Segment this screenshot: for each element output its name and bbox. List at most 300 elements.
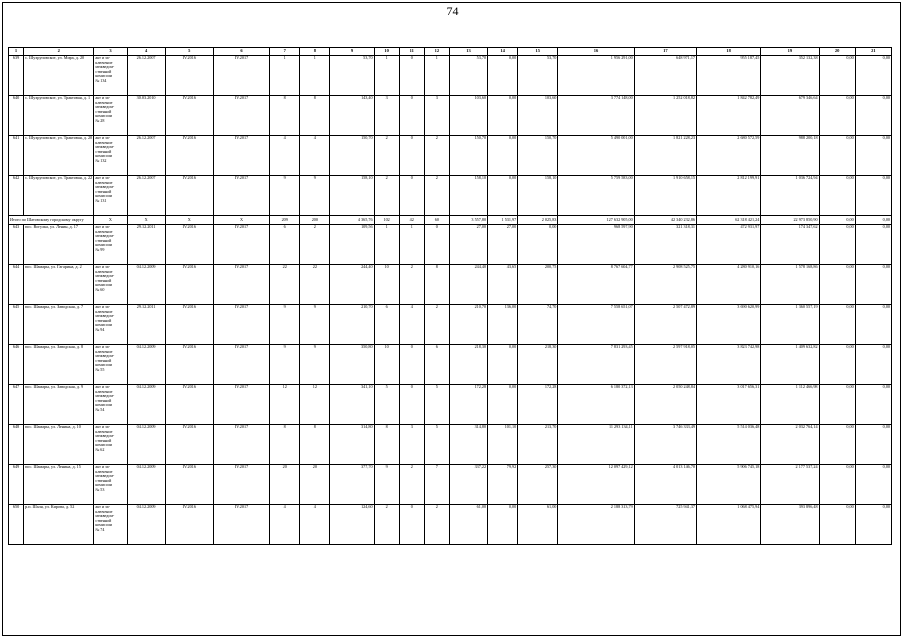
cell-c11: 1 bbox=[399, 225, 424, 265]
cell-document bbox=[94, 225, 127, 265]
cell-doc_date: 04.12.2009 bbox=[127, 505, 165, 545]
cell-c18: 1 842 782,49 bbox=[697, 96, 761, 136]
cell-c8: 8 bbox=[300, 96, 330, 136]
table-row bbox=[9, 225, 892, 265]
cell-document bbox=[94, 96, 127, 136]
document-line: комиссии bbox=[95, 113, 112, 118]
cell-c13: 218,30 bbox=[449, 345, 487, 385]
document-line: межведом- bbox=[95, 433, 115, 438]
total-cell-c18: 62 318 421,24 bbox=[697, 216, 761, 225]
cell-c9: 53,70 bbox=[330, 56, 374, 96]
total-row bbox=[9, 216, 892, 225]
cell-c17: 321 318,31 bbox=[634, 225, 696, 265]
cell-c12: 5 bbox=[424, 385, 449, 425]
document-line: акт и за- bbox=[95, 304, 110, 309]
cell-c19: 1 360 557,19 bbox=[761, 305, 819, 345]
cell-d4: IV.2016 bbox=[165, 505, 213, 545]
cell-c10: 2 bbox=[374, 136, 399, 176]
cell-c18: 3 690 620,99 bbox=[697, 305, 761, 345]
cell-c17: 3 746 333,49 bbox=[634, 425, 696, 465]
cell-c9: 244,40 bbox=[330, 265, 374, 305]
document-line: ственной bbox=[95, 188, 112, 194]
col-num-11: 11 bbox=[399, 48, 424, 56]
cell-c21: 0,00 bbox=[855, 265, 891, 305]
total-cell-x4: X bbox=[127, 216, 165, 225]
cell-d5: IV.2017 bbox=[213, 385, 269, 425]
total-cell-c14: 1 531,97 bbox=[488, 216, 518, 225]
document-line: № 94 bbox=[95, 326, 105, 332]
document-line: ключение bbox=[95, 139, 113, 145]
cell-d4: IV.2016 bbox=[165, 96, 213, 136]
cell-c7: 9 bbox=[270, 345, 300, 385]
table-row bbox=[9, 345, 892, 385]
document-line: межведом- bbox=[95, 393, 115, 398]
cell-address: с. Шухруповское, ул. Трактовая, д. 20 bbox=[24, 136, 94, 176]
document-line: акт и за- bbox=[95, 464, 110, 469]
cell-c12: 2 bbox=[424, 136, 449, 176]
cell-doc_date: 26.12.2007 bbox=[127, 136, 165, 176]
cell-c16: 5 490 001,00 bbox=[558, 136, 634, 176]
cell-c11: 0 bbox=[399, 505, 424, 545]
cell-address: пос. Шамары, ул. Заводская, д. 7 bbox=[24, 305, 94, 345]
col-num-19: 19 bbox=[761, 48, 819, 56]
cell-c20: 0,00 bbox=[819, 225, 855, 265]
cell-d4: IV.2016 bbox=[165, 345, 213, 385]
document-line: ключение bbox=[95, 268, 113, 274]
cell-c19: 1 409 632,82 bbox=[761, 345, 819, 385]
table-row bbox=[9, 505, 892, 545]
col-num-4: 4 bbox=[127, 48, 165, 56]
cell-num: 648 bbox=[9, 425, 24, 465]
cell-c21: 0,00 bbox=[855, 345, 891, 385]
cell-c18: 4 280 910,16 bbox=[697, 265, 761, 305]
cell-c8: 9 bbox=[300, 176, 330, 216]
housing-register-table bbox=[8, 47, 892, 545]
document-line: межведом- bbox=[95, 184, 115, 189]
cell-c10: 10 bbox=[374, 345, 399, 385]
cell-c17: 1 821 228,23 bbox=[634, 136, 696, 176]
cell-num: 646 bbox=[9, 345, 24, 385]
document-line: межведом- bbox=[95, 273, 115, 278]
document-line: акт и за- bbox=[95, 95, 110, 100]
cell-c16: 5 759 583,00 bbox=[558, 176, 634, 216]
cell-c10: 6 bbox=[374, 305, 399, 345]
table-row bbox=[9, 465, 892, 505]
cell-c8: 1 bbox=[300, 56, 330, 96]
cell-c13: 244,40 bbox=[449, 265, 487, 305]
cell-c18: 1 068 475,94 bbox=[697, 505, 761, 545]
cell-c8: 4 bbox=[300, 136, 330, 176]
cell-c8: 9 bbox=[300, 345, 330, 385]
column-number-row bbox=[9, 48, 892, 56]
document-line: № 53 bbox=[95, 486, 105, 492]
cell-d5: IV.2017 bbox=[213, 305, 269, 345]
cell-c7: 6 bbox=[270, 225, 300, 265]
cell-num: 642 bbox=[9, 176, 24, 216]
total-cell-c19: 22 973 850,90 bbox=[761, 216, 819, 225]
document-line: ственной bbox=[95, 357, 112, 363]
cell-c20: 0,00 bbox=[819, 305, 855, 345]
document-line: ключение bbox=[95, 99, 113, 105]
col-num-2: 2 bbox=[24, 48, 94, 56]
col-num-6: 6 bbox=[213, 48, 269, 56]
cell-d4: IV.2016 bbox=[165, 305, 213, 345]
cell-c15: 61,00 bbox=[518, 505, 558, 545]
cell-c19: 988 200,18 bbox=[761, 136, 819, 176]
cell-c8: 4 bbox=[300, 505, 330, 545]
cell-c10: 2 bbox=[374, 176, 399, 216]
total-cell-c20: 0,00 bbox=[819, 216, 855, 225]
cell-doc_date: 29.12.2011 bbox=[127, 225, 165, 265]
cell-c20: 0,00 bbox=[819, 385, 855, 425]
cell-document bbox=[94, 265, 127, 305]
col-num-21: 21 bbox=[855, 48, 891, 56]
cell-c21: 0,00 bbox=[855, 96, 891, 136]
cell-c8: 20 bbox=[300, 465, 330, 505]
cell-c11: 0 bbox=[399, 96, 424, 136]
document-line: акт и за- bbox=[95, 384, 110, 389]
cell-c15: 257,30 bbox=[518, 465, 558, 505]
cell-c20: 0,00 bbox=[819, 265, 855, 305]
cell-c21: 0,00 bbox=[855, 505, 891, 545]
document-line: № 54 bbox=[95, 406, 105, 412]
cell-d4: IV.2016 bbox=[165, 225, 213, 265]
cell-c14: 0,00 bbox=[488, 56, 518, 96]
cell-c8: 8 bbox=[300, 425, 330, 465]
table-row bbox=[9, 385, 892, 425]
cell-c12: 5 bbox=[424, 425, 449, 465]
col-num-1: 1 bbox=[9, 48, 24, 56]
cell-c18: 5 514 036,48 bbox=[697, 425, 761, 465]
table-row bbox=[9, 56, 892, 96]
cell-d4: IV.2016 bbox=[165, 465, 213, 505]
document-line: межведом- bbox=[95, 233, 115, 238]
cell-c13: 314,80 bbox=[449, 425, 487, 465]
cell-c20: 0,00 bbox=[819, 505, 855, 545]
col-num-13: 13 bbox=[449, 48, 487, 56]
document-line: ключение bbox=[95, 428, 113, 434]
cell-num: 643 bbox=[9, 225, 24, 265]
table-row bbox=[9, 96, 892, 136]
cell-c13: 53,70 bbox=[449, 56, 487, 96]
cell-c9: 341,10 bbox=[330, 385, 374, 425]
table-body bbox=[9, 48, 892, 545]
cell-c13: 210,70 bbox=[449, 305, 487, 345]
cell-c15: 74,70 bbox=[518, 305, 558, 345]
document-line: комиссии bbox=[95, 322, 112, 327]
document-line: ственной bbox=[95, 277, 112, 283]
cell-c14: 0,00 bbox=[488, 96, 518, 136]
cell-d5: IV.2017 bbox=[213, 225, 269, 265]
cell-address: пос. Шамары, ул. Ленина, д. 15 bbox=[24, 465, 94, 505]
cell-c8: 12 bbox=[300, 385, 330, 425]
cell-d5: IV.2017 bbox=[213, 425, 269, 465]
cell-c14: 0,00 bbox=[488, 136, 518, 176]
total-cell-c13: 3 557,80 bbox=[449, 216, 487, 225]
col-num-20: 20 bbox=[819, 48, 855, 56]
cell-c16: 12 097 429,12 bbox=[558, 465, 634, 505]
document-line: комиссии bbox=[95, 242, 112, 247]
cell-c11: 0 bbox=[399, 345, 424, 385]
cell-c11: 4 bbox=[399, 305, 424, 345]
cell-c9: 350,80 bbox=[330, 345, 374, 385]
cell-d5: IV.2017 bbox=[213, 56, 269, 96]
document-line: межведом- bbox=[95, 64, 115, 69]
cell-c19: 2 177 537,24 bbox=[761, 465, 819, 505]
cell-address: с. Шухруповское, ул. Мира, д. 20 bbox=[24, 56, 94, 96]
col-num-7: 7 bbox=[270, 48, 300, 56]
col-num-14: 14 bbox=[488, 48, 518, 56]
document-line: ственной bbox=[95, 108, 112, 114]
cell-c15: 218,30 bbox=[518, 345, 558, 385]
cell-c13: 103,60 bbox=[449, 96, 487, 136]
cell-c7: 20 bbox=[270, 465, 300, 505]
col-num-9: 9 bbox=[330, 48, 374, 56]
cell-c10: 8 bbox=[374, 425, 399, 465]
col-num-5: 5 bbox=[165, 48, 213, 56]
cell-d5: IV.2017 bbox=[213, 505, 269, 545]
page-number: 74 bbox=[446, 4, 459, 18]
cell-d5: IV.2017 bbox=[213, 96, 269, 136]
document-line: ключение bbox=[95, 468, 113, 474]
cell-document bbox=[94, 385, 127, 425]
cell-document bbox=[94, 345, 127, 385]
document-line: ключение bbox=[95, 228, 113, 234]
total-cell-c21: 0,00 bbox=[855, 216, 891, 225]
cell-c9: 143,40 bbox=[330, 96, 374, 136]
cell-c15: 172,28 bbox=[518, 385, 558, 425]
document-line: ключение bbox=[95, 388, 113, 394]
cell-c20: 0,00 bbox=[819, 56, 855, 96]
cell-c16: 968 597,90 bbox=[558, 225, 634, 265]
document-line: комиссии bbox=[95, 402, 112, 407]
cell-c21: 0,00 bbox=[855, 56, 891, 96]
cell-c17: 648 971,17 bbox=[634, 56, 696, 96]
cell-c14: 0,00 bbox=[488, 505, 518, 545]
cell-c17: 2 597 918,05 bbox=[634, 345, 696, 385]
cell-c17: 2 050 248,84 bbox=[634, 385, 696, 425]
cell-c21: 0,00 bbox=[855, 176, 891, 216]
cell-c20: 0,00 bbox=[819, 136, 855, 176]
cell-c7: 9 bbox=[270, 305, 300, 345]
cell-c17: 725 941,37 bbox=[634, 505, 696, 545]
cell-d4: IV.2016 bbox=[165, 265, 213, 305]
document-line: комиссии bbox=[95, 442, 112, 447]
total-label: Итого по Шатовскому городскому округу bbox=[9, 216, 94, 225]
cell-c11: 0 bbox=[399, 176, 424, 216]
cell-document bbox=[94, 465, 127, 505]
cell-c13: 150,70 bbox=[449, 136, 487, 176]
col-num-12: 12 bbox=[424, 48, 449, 56]
cell-c17: 2 908 525,75 bbox=[634, 265, 696, 305]
cell-c21: 0,00 bbox=[855, 385, 891, 425]
cell-c19: 679 346,64 bbox=[761, 96, 819, 136]
cell-c7: 8 bbox=[270, 425, 300, 465]
cell-num: 645 bbox=[9, 305, 24, 345]
cell-num: 647 bbox=[9, 385, 24, 425]
cell-address: пос. Вогулка, ул. Ленин, д. 17 bbox=[24, 225, 94, 265]
document-line: ственной bbox=[95, 477, 112, 483]
document-line: ственной bbox=[95, 517, 112, 523]
cell-c12: 6 bbox=[424, 345, 449, 385]
cell-c10: 9 bbox=[374, 465, 399, 505]
cell-address: с. Шухруповское, ул. Трактовая, д. 22 bbox=[24, 176, 94, 216]
cell-c16: 6 180 372,13 bbox=[558, 385, 634, 425]
cell-c21: 0,00 bbox=[855, 225, 891, 265]
cell-c21: 0,00 bbox=[855, 465, 891, 505]
document-line: акт и за- bbox=[95, 504, 110, 509]
cell-c15: 103,60 bbox=[518, 96, 558, 136]
document-line: акт и за- bbox=[95, 344, 110, 349]
cell-doc_date: 30.03.2010 bbox=[127, 96, 165, 136]
cell-c13: 172,28 bbox=[449, 385, 487, 425]
cell-document bbox=[94, 136, 127, 176]
document-line: акт и за- bbox=[95, 264, 110, 269]
cell-c14: 101,10 bbox=[488, 425, 518, 465]
document-line: межведом- bbox=[95, 144, 115, 149]
cell-c9: 158,10 bbox=[330, 176, 374, 216]
cell-c9: 150,70 bbox=[330, 136, 374, 176]
total-cell-c10: 102 bbox=[374, 216, 399, 225]
document-line: № 74 bbox=[95, 526, 105, 532]
cell-c15: 213,70 bbox=[518, 425, 558, 465]
document-line: ственной bbox=[95, 437, 112, 443]
cell-c9: 377,70 bbox=[330, 465, 374, 505]
total-cell-c8: 200 bbox=[300, 216, 330, 225]
cell-c13: 158,10 bbox=[449, 176, 487, 216]
cell-address: пос. Шамары, ул. Ленина, д. 10 bbox=[24, 425, 94, 465]
cell-address: пос. Шамары, ул. Гагарина, д. 2 bbox=[24, 265, 94, 305]
cell-c11: 2 bbox=[399, 465, 424, 505]
cell-d4: IV.2016 bbox=[165, 136, 213, 176]
document-line: ключение bbox=[95, 508, 113, 514]
cell-c18: 955 187,45 bbox=[697, 56, 761, 96]
cell-doc_date: 04.12.2009 bbox=[127, 465, 165, 505]
cell-c7: 9 bbox=[270, 176, 300, 216]
cell-c15: 158,10 bbox=[518, 176, 558, 216]
cell-num: 644 bbox=[9, 265, 24, 305]
cell-c18: 2 680 572,59 bbox=[697, 136, 761, 176]
cell-doc_date: 04.12.2009 bbox=[127, 345, 165, 385]
cell-c19: 352 132,38 bbox=[761, 56, 819, 96]
table-row bbox=[9, 425, 892, 465]
total-cell-c7: 209 bbox=[270, 216, 300, 225]
total-cell-c9: 4 365,76 bbox=[330, 216, 374, 225]
cell-c9: 109,56 bbox=[330, 225, 374, 265]
total-cell-c16: 127 632 905,00 bbox=[558, 216, 634, 225]
table-row bbox=[9, 265, 892, 305]
cell-c9: 210,70 bbox=[330, 305, 374, 345]
cell-doc_date: 04.12.2009 bbox=[127, 385, 165, 425]
cell-c14: 136,00 bbox=[488, 305, 518, 345]
col-num-8: 8 bbox=[300, 48, 330, 56]
document-line: № 134 bbox=[95, 77, 107, 83]
document-line: комиссии bbox=[95, 522, 112, 527]
cell-c11: 0 bbox=[399, 385, 424, 425]
cell-c14: 0,00 bbox=[488, 385, 518, 425]
cell-doc_date: 04.12.2009 bbox=[127, 265, 165, 305]
cell-c11: 2 bbox=[399, 265, 424, 305]
document-line: акт и за- bbox=[95, 224, 110, 229]
total-cell-x6: X bbox=[213, 216, 269, 225]
cell-c14: 27,00 bbox=[488, 225, 518, 265]
document-line: № 99 bbox=[95, 246, 105, 252]
document-line: комиссии bbox=[95, 482, 112, 487]
document-line: № 55 bbox=[95, 366, 105, 372]
cell-c19: 393 896,48 bbox=[761, 505, 819, 545]
cell-c10: 1 bbox=[374, 225, 399, 265]
cell-c17: 2 507 472,89 bbox=[634, 305, 696, 345]
document-line: межведом- bbox=[95, 513, 115, 518]
cell-c7: 1 bbox=[270, 56, 300, 96]
cell-c14: 43,65 bbox=[488, 265, 518, 305]
cell-address: пос. Шамары, ул. Заводская, д. 8 bbox=[24, 345, 94, 385]
total-cell-c17: 42 340 232,86 bbox=[634, 216, 696, 225]
col-num-16: 16 bbox=[558, 48, 634, 56]
cell-d4: IV.2016 bbox=[165, 56, 213, 96]
cell-c14: 79,92 bbox=[488, 465, 518, 505]
cell-c12: 8 bbox=[424, 265, 449, 305]
cell-c19: 1 578 168,86 bbox=[761, 265, 819, 305]
document-line: акт и за- bbox=[95, 424, 110, 429]
cell-document bbox=[94, 425, 127, 465]
cell-c10: 10 bbox=[374, 265, 399, 305]
cell-c12: 2 bbox=[424, 176, 449, 216]
cell-doc_date: 26.12.2007 bbox=[127, 176, 165, 216]
document-line: межведом- bbox=[95, 313, 115, 318]
document-line: № 28 bbox=[95, 117, 105, 123]
table-row bbox=[9, 136, 892, 176]
document-line: комиссии bbox=[95, 362, 112, 367]
cell-c19: 174 347,62 bbox=[761, 225, 819, 265]
total-cell-c12: 60 bbox=[424, 216, 449, 225]
cell-c17: 1 252 018,82 bbox=[634, 96, 696, 136]
cell-c13: 27,00 bbox=[449, 225, 487, 265]
document-line: ственной bbox=[95, 237, 112, 243]
document-line: № 131 bbox=[95, 197, 107, 203]
cell-c17: 4 013 146,70 bbox=[634, 465, 696, 505]
cell-c19: 2 032 764,14 bbox=[761, 425, 819, 465]
cell-d4: IV.2016 bbox=[165, 425, 213, 465]
cell-c16: 3 774 148,00 bbox=[558, 96, 634, 136]
cell-c20: 0,00 bbox=[819, 345, 855, 385]
cell-c21: 0,00 bbox=[855, 425, 891, 465]
cell-c8: 22 bbox=[300, 265, 330, 305]
cell-d5: IV.2017 bbox=[213, 136, 269, 176]
cell-c10: 3 bbox=[374, 96, 399, 136]
cell-c14: 0,00 bbox=[488, 176, 518, 216]
cell-c13: 337,22 bbox=[449, 465, 487, 505]
total-cell-c15: 2 025,83 bbox=[518, 216, 558, 225]
cell-c7: 4 bbox=[270, 136, 300, 176]
cell-c18: 2 812 199,91 bbox=[697, 176, 761, 216]
cell-c11: 0 bbox=[399, 136, 424, 176]
cell-address: р.п. Шаля, ул. Кирова, д. 52 bbox=[24, 505, 94, 545]
cell-c12: 7 bbox=[424, 465, 449, 505]
cell-c10: 2 bbox=[374, 505, 399, 545]
cell-num: 639 bbox=[9, 56, 24, 96]
cell-c15: 53,70 bbox=[518, 56, 558, 96]
cell-address: пос. Шамары, ул. Заводская, д. 9 bbox=[24, 385, 94, 425]
cell-address: с. Шухруповское, ул. Трактовая, д. 1 bbox=[24, 96, 94, 136]
cell-c20: 0,00 bbox=[819, 176, 855, 216]
cell-c16: 7 831 293,45 bbox=[558, 345, 634, 385]
cell-c20: 0,00 bbox=[819, 425, 855, 465]
cell-c16: 8 767 604,77 bbox=[558, 265, 634, 305]
cell-c7: 12 bbox=[270, 385, 300, 425]
cell-c12: 0 bbox=[424, 225, 449, 265]
cell-c16: 2 188 313,79 bbox=[558, 505, 634, 545]
